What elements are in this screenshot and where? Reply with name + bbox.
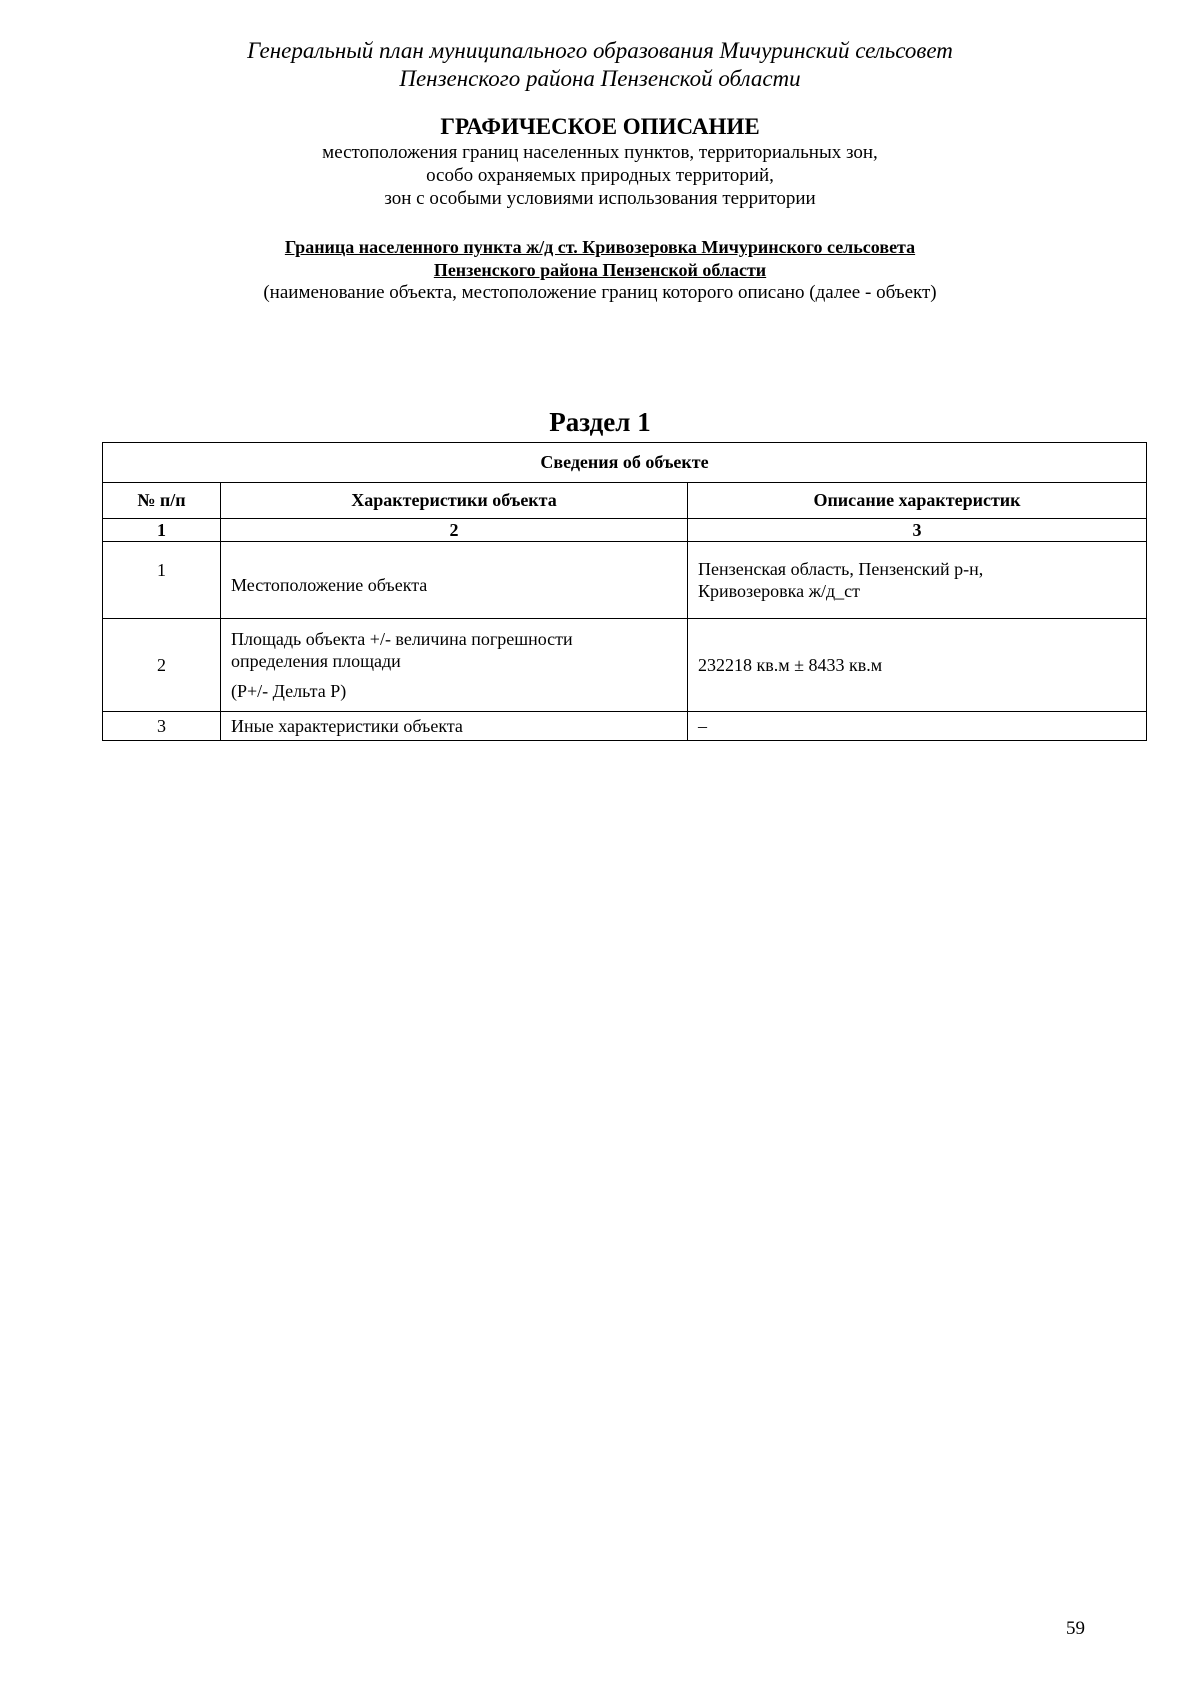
row-number: 3 — [103, 712, 221, 741]
characteristic-text: определения площади — [231, 651, 401, 671]
description-text: Кривозеровка ж/д_ст — [698, 581, 861, 601]
page-number: 59 — [1066, 1618, 1085, 1639]
title-subline-3: зон с особыми условиями использования территории — [384, 188, 816, 209]
object-name-line-1: Граница населенного пункта ж/д ст. Кривозеровка Мичуринского сельсовета — [284, 237, 916, 257]
header-description: Описание характеристик — [688, 483, 1147, 519]
object-info-table — [102, 442, 1147, 741]
document-title: ГРАФИЧЕСКОЕ ОПИСАНИЕ — [440, 114, 760, 139]
row-characteristic — [221, 542, 688, 619]
title-subline-1: местоположения границ населенных пунктов, территориальных зон, — [322, 142, 878, 163]
characteristic-text: (Р+/- Дельта Р) — [231, 681, 347, 701]
row-characteristic — [221, 712, 688, 741]
table-row — [103, 712, 1147, 741]
table-row — [103, 619, 1147, 712]
table-header-row — [103, 483, 1147, 519]
table-caption: Сведения об объекте — [103, 443, 1147, 483]
object-name-caption: (наименование объекта, местоположение границ которого описано (далее - объект) — [263, 282, 937, 303]
row-description — [688, 712, 1147, 741]
row-number: 2 — [103, 619, 221, 712]
title-subline-2: особо охраняемых природных территорий, — [426, 165, 774, 186]
row-description — [688, 542, 1147, 619]
object-name-line-2: Пензенского района Пензенской области — [433, 260, 767, 280]
index-cell: 1 — [103, 519, 221, 542]
characteristic-text: Иные характеристики объекта — [231, 716, 463, 736]
description-text: Пензенская область, Пензенский р-н, — [698, 559, 984, 579]
table-caption-row — [103, 443, 1147, 483]
characteristic-text: Местоположение объекта — [231, 575, 428, 595]
index-cell: 3 — [688, 519, 1147, 542]
section-title: Раздел 1 — [549, 407, 651, 437]
document-header-line-2: Пензенского района Пензенской области — [399, 66, 801, 91]
description-text: – — [698, 716, 707, 736]
description-text: 232218 кв.м ± 8433 кв.м — [698, 655, 883, 675]
header-number: № п/п — [103, 483, 221, 519]
table-row — [103, 542, 1147, 619]
row-description — [688, 619, 1147, 712]
index-cell: 2 — [221, 519, 688, 542]
characteristic-text: Площадь объекта +/- величина погрешности — [231, 629, 573, 649]
header-characteristic: Характеристики объекта — [221, 483, 688, 519]
row-characteristic — [221, 619, 688, 712]
table-index-row — [103, 519, 1147, 542]
row-number: 1 — [103, 542, 221, 619]
document-header-line-1: Генеральный план муниципального образования Мичуринский сельсовет — [247, 38, 953, 63]
